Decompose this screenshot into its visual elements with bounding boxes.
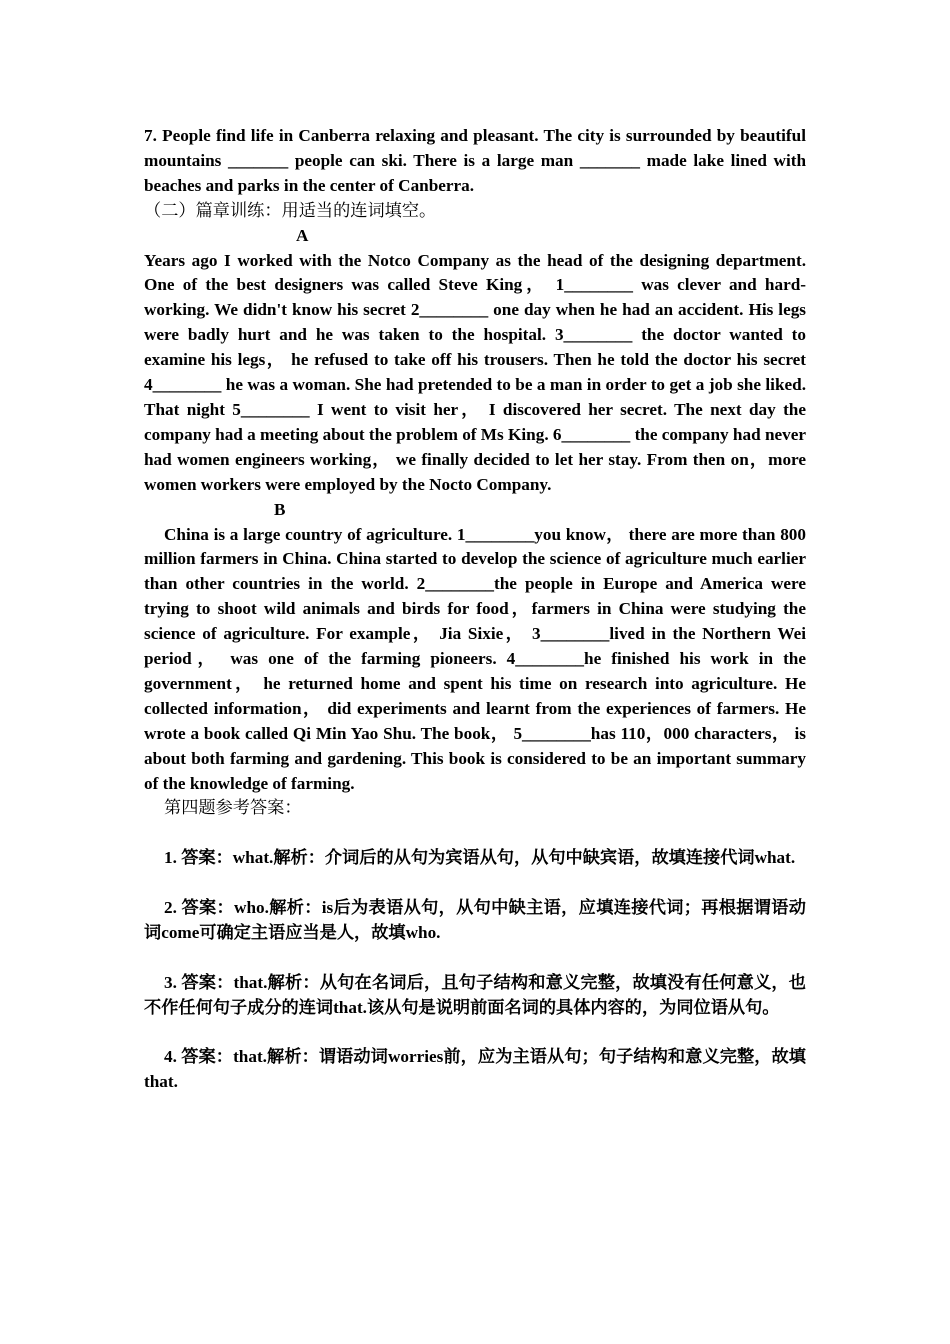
answer-item-4: 4. 答案：that.解析：谓语动词worries前，应为主语从句；句子结构和意义完整，故填that. <box>144 1047 806 1092</box>
passage-b-heading: B <box>274 499 286 519</box>
document-page <box>144 124 806 1095</box>
passage-b-text: China is a large country of agriculture. 1________you know， there are more than 800 million farmers in China. China started to develop the science of agriculture much earlier than other countries in the world. 2________the people in Europe and America were trying to shoot wild animals and birds for food，farmers in China were studying the science of agriculture. For example， Jia Sixie， 3________lived in the Northern Wei period， was one of the farming pioneers. 4________he finished his work in the government， he returned home and spent his time on research into agriculture. He collected information， did experiments and learnt from the experiences of farmers. He wrote a book called Qi Min Yao Shu. The book， 5________has 110，000 characters， is about both farming and gardening. This book is considered to be an important summary of the knowledge of farming. <box>144 524 806 793</box>
answers-title: 第四题参考答案： <box>164 798 302 818</box>
spacer <box>144 1021 806 1046</box>
spacer <box>144 871 806 896</box>
spacer <box>144 946 806 971</box>
passage-a-text: Years ago I worked with the Notco Company as the head of the designing department. One of the best designers was called Steve King， 1________ was clever and hard-working. We didn't know his secret 2________ one day when he had an accident. His legs were badly hurt and he was taken to the hospital. 3________ the doctor wanted to examine his legs， he refused to take off his trousers. Then he told the doctor his secret 4________ he was a woman. She had pretended to be a man in order to get a job she liked. That night 5________ I went to visit her， I discovered her secret. The next day the company had a meeting about the problem of Ms King. 6________ the company had never had women engineers working， we finally decided to let her stay. From then on，more women workers were employed by the Nocto Company. <box>144 250 806 494</box>
spacer <box>144 821 806 846</box>
answer-item-2: 2. 答案：who.解析：is后为表语从句，从句中缺主语，应填连接代词；再根据谓语动词come可确定主语应当是人，故填who. <box>144 898 806 942</box>
section-title: （二）篇章训练：用适当的连词填空。 <box>144 200 437 220</box>
question-7: 7. People find life in Canberra relaxing and pleasant. The city is surrounded by beautiful mountains _______ people can ski. There is a large man _______ made lake lined with beaches and parks in the center of Canberra. <box>144 126 806 195</box>
answer-item-1: 1. 答案：what.解析：介词后的从句为宾语从句，从句中缺宾语，故填连接代词what. <box>164 848 796 868</box>
answer-item-3: 3. 答案：that.解析：从句在名词后，且句子结构和意义完整，故填没有任何意义，也不作任何句子成分的连词that.该从句是说明前面名词的具体内容的，为同位语从句。 <box>144 972 806 1017</box>
passage-a-heading: A <box>296 225 309 245</box>
